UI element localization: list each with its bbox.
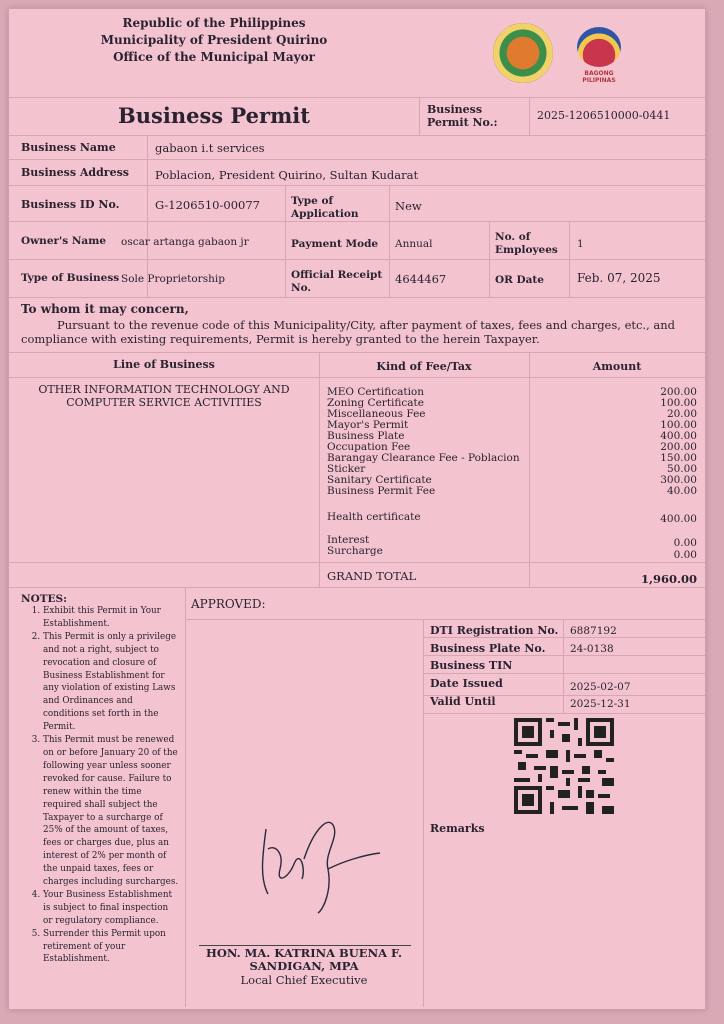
fee-name: Business Plate — [327, 430, 405, 442]
notes-list — [15, 605, 179, 966]
signatory-block — [185, 947, 423, 988]
permit-no-value: 2025-1206510000-0441 — [537, 109, 671, 122]
notes-heading: NOTES: — [21, 593, 68, 605]
fee-amount-list — [589, 387, 697, 497]
business-id-value: G-1206510-00077 — [155, 198, 260, 212]
business-address-label: Business Address — [21, 166, 129, 179]
grand-total-value: 1,960.00 — [640, 572, 697, 586]
fee-name: Sanitary Certificate — [327, 474, 432, 486]
letterhead-municipality: Municipality of President Quirino — [100, 33, 328, 47]
signatory-name-line1: HON. MA. KATRINA BUENA F. — [205, 946, 403, 960]
fee-name: Mayor's Permit — [327, 419, 409, 431]
interest-label: Interest — [327, 534, 370, 546]
note-item: 3. This Permit must be renewed on or before January 20 of the following year unless sooner revoked for cause. Failure to renew within the time required shall subject the Taxpayer to a surcharge of 25% of the amount of taxes, fees or charges due, plus an interest of 2% per month of the unpaid taxes, fees or charges including surcharges. — [43, 734, 179, 889]
interest-amount: 0.00 — [673, 537, 697, 549]
official-receipt-value: 4644467 — [395, 272, 447, 286]
valid-until-value: 2025-12-31 — [570, 698, 631, 710]
document-title: Business Permit — [118, 103, 310, 128]
official-receipt-label: Official Receipt No. — [291, 269, 383, 294]
employees-label: No. of Employees — [495, 231, 558, 256]
business-name-label: Business Name — [21, 141, 116, 154]
grand-total-label: GRAND TOTAL — [327, 569, 417, 583]
note-item: 4. Your Business Establishment is subject to final inspection or regulatory compliance. — [43, 889, 179, 928]
fee-amount: 150.00 — [660, 452, 697, 464]
plate-label: Business Plate No. — [430, 642, 546, 655]
letterhead — [9, 15, 419, 66]
business-id-label: Business ID No. — [21, 198, 120, 211]
valid-until-label: Valid Until — [430, 695, 496, 708]
signature-icon — [254, 809, 384, 919]
col-kind-of-fee: Kind of Fee/Tax — [376, 360, 472, 373]
grant-statement: Pursuant to the revenue code of this Municipality/City, after payment of taxes, fees and charges, etc., and compliance with existing requirements, Permit is hereby granted to the herein Taxpayer. — [21, 318, 676, 346]
fee-amount: 200.00 — [660, 386, 697, 398]
remarks-label: Remarks — [430, 822, 485, 835]
fee-name: Zoning Certificate — [327, 397, 424, 409]
employees-value: 1 — [577, 238, 584, 250]
business-name-value: gabaon i.t services — [155, 141, 265, 155]
fee-amount: 50.00 — [666, 463, 697, 475]
type-application-label: Type of Application — [291, 195, 359, 220]
municipal-seal-icon — [493, 23, 553, 83]
owner-name-value: oscar artanga gabaon jr — [121, 236, 249, 248]
surcharge-label: Surcharge — [327, 545, 383, 557]
plate-value: 24-0138 — [570, 643, 614, 655]
fee-amount: 400.00 — [660, 430, 697, 442]
business-permit-document — [8, 8, 706, 1010]
signatory-title: Local Chief Executive — [240, 973, 368, 987]
dti-value: 6887192 — [570, 625, 617, 637]
or-date-value: Feb. 07, 2025 — [577, 271, 661, 285]
owner-name-label: Owner's Name — [21, 235, 107, 247]
fee-amount: 20.00 — [666, 408, 697, 420]
approved-label: APPROVED: — [191, 597, 266, 611]
letterhead-country: Republic of the Philippines — [122, 16, 306, 30]
issued-value: 2025-02-07 — [570, 681, 631, 693]
health-certificate-amount: 400.00 — [660, 513, 697, 525]
surcharge-amount: 0.00 — [673, 549, 697, 561]
note-item: 5. Surrender this Permit upon retirement of your Establishment. — [43, 928, 179, 967]
type-business-label: Type of Business — [21, 272, 120, 284]
fee-name: Occupation Fee — [327, 441, 411, 453]
fee-name: MEO Certification — [327, 386, 425, 398]
bagong-pilipinas-icon — [577, 27, 621, 67]
qr-code-icon — [514, 718, 614, 814]
salutation: To whom it may concern, — [21, 302, 189, 316]
note-item: 1. Exhibit this Permit in Your Establishment. — [43, 605, 179, 631]
dti-label: DTI Registration No. — [430, 624, 559, 637]
payment-mode-label: Payment Mode — [291, 238, 379, 250]
fee-amount: 300.00 — [660, 474, 697, 486]
permit-no-label: Business Permit No.: — [427, 103, 498, 129]
fee-name: Business Permit Fee — [327, 485, 436, 497]
letterhead-office: Office of the Municipal Mayor — [113, 50, 315, 64]
or-date-label: OR Date — [495, 274, 544, 286]
fee-name-list — [327, 387, 527, 497]
fee-amount: 100.00 — [660, 397, 697, 409]
col-amount: Amount — [592, 360, 642, 373]
type-application-value: New — [395, 199, 422, 213]
health-certificate-label: Health certificate — [327, 511, 421, 523]
fee-amount: 100.00 — [660, 419, 697, 431]
fee-name: Miscellaneous Fee — [327, 408, 426, 420]
bagong-pilipinas-text: BAGONG PILIPINAS — [582, 70, 616, 84]
payment-mode-value: Annual — [395, 238, 433, 250]
signatory-name-line2: SANDIGAN, MPA — [249, 959, 359, 973]
note-item: 2. This Permit is only a privilege and not a right, subject to revocation and closure of Business Establishment for any violation of existing Laws and Ordinances and conditions set forth in the Permit. — [43, 631, 179, 734]
business-address-value: Poblacion, President Quirino, Sultan Kudarat — [155, 168, 419, 182]
fee-amount: 200.00 — [660, 441, 697, 453]
bagong-pilipinas-logo — [569, 27, 629, 87]
issued-label: Date Issued — [430, 677, 503, 690]
type-business-value: Sole Proprietorship — [121, 273, 225, 285]
line-of-business-value: OTHER INFORMATION TECHNOLOGY AND COMPUTER SERVICE ACTIVITIES — [38, 383, 290, 409]
fee-amount: 40.00 — [666, 485, 697, 497]
col-line-of-business: Line of Business — [113, 358, 215, 371]
tin-label: Business TIN — [430, 659, 513, 672]
fee-name: Sticker — [327, 463, 366, 475]
fee-name: Barangay Clearance Fee - Poblacion — [327, 452, 520, 464]
